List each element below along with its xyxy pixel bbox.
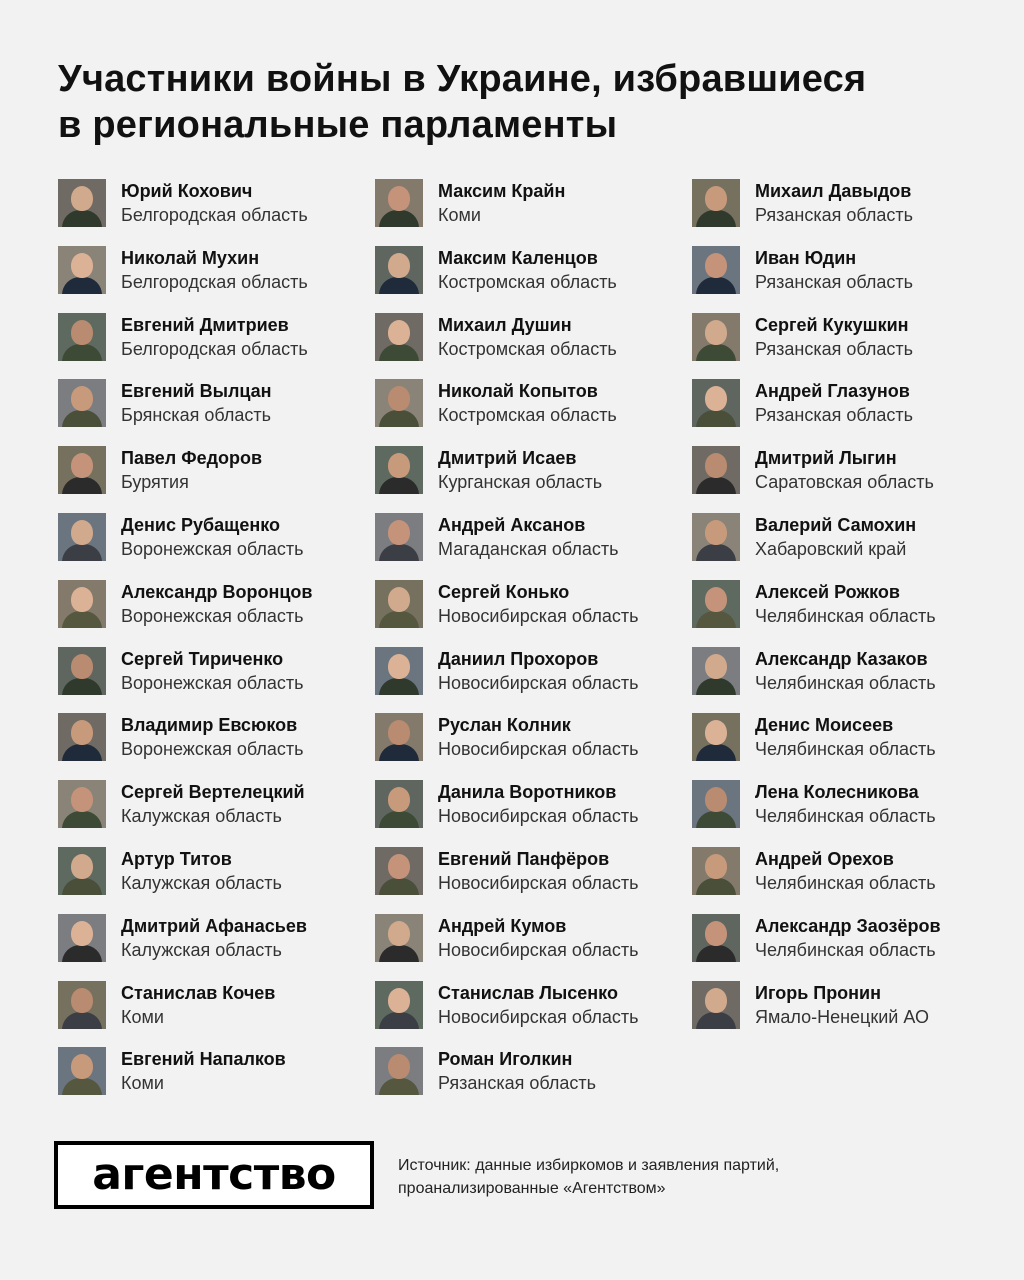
- person-photo: [58, 981, 106, 1029]
- person-photo: [375, 513, 423, 561]
- source-line-2: проанализированные «Агентством»: [398, 1180, 666, 1197]
- person-photo: [58, 580, 106, 628]
- person-item: [375, 312, 692, 362]
- person-region: Воронежская область: [121, 673, 304, 693]
- person-text: [438, 512, 619, 561]
- person-name: Николай Копытов: [438, 381, 598, 401]
- person-region: Новосибирская область: [438, 673, 639, 693]
- person-item: [692, 980, 1009, 1030]
- person-region: Магаданская область: [438, 539, 619, 559]
- person-name: Станислав Лысенко: [438, 983, 618, 1003]
- person-name: Данила Воротников: [438, 782, 617, 802]
- person-name: Андрей Кумов: [438, 916, 567, 936]
- person-region: Калужская область: [121, 873, 282, 893]
- person-text: [755, 646, 936, 695]
- person-text: [121, 1046, 286, 1095]
- person-photo: [692, 513, 740, 561]
- person-item: [58, 646, 375, 696]
- person-photo: [58, 179, 106, 227]
- person-name: Артур Титов: [121, 849, 232, 869]
- person-item: [375, 646, 692, 696]
- person-text: [755, 913, 941, 962]
- person-region: Рязанская область: [438, 1073, 597, 1093]
- person-photo: [692, 847, 740, 895]
- person-photo: [375, 313, 423, 361]
- person-text: [438, 378, 617, 427]
- person-name: Даниил Прохоров: [438, 649, 599, 669]
- person-text: [755, 312, 913, 361]
- person-photo: [375, 246, 423, 294]
- person-photo: [58, 780, 106, 828]
- page-title-line-1: Участники войны в Украине, избравшиеся: [58, 58, 867, 100]
- person-text: [438, 712, 639, 761]
- person-photo: [58, 246, 106, 294]
- person-text: [755, 579, 936, 628]
- person-item: [58, 779, 375, 829]
- person-text: [755, 512, 916, 561]
- person-name: Евгений Напалков: [121, 1049, 286, 1069]
- person-name: Дмитрий Исаев: [438, 448, 577, 468]
- person-text: [121, 779, 305, 828]
- person-text: [755, 178, 913, 227]
- person-item: [58, 913, 375, 963]
- person-name: Станислав Кочев: [121, 983, 276, 1003]
- person-item: [375, 712, 692, 762]
- person-item: [58, 712, 375, 762]
- person-region: Коми: [121, 1073, 164, 1093]
- person-item: [58, 245, 375, 295]
- person-text: [121, 445, 262, 494]
- person-region: Новосибирская область: [438, 606, 639, 626]
- person-region: Саратовская область: [755, 472, 934, 492]
- person-photo: [375, 179, 423, 227]
- person-region: Челябинская область: [755, 873, 936, 893]
- person-region: Челябинская область: [755, 606, 936, 626]
- person-name: Владимир Евсюков: [121, 715, 298, 735]
- person-item: [692, 779, 1009, 829]
- person-text: [438, 245, 617, 294]
- person-photo: [375, 379, 423, 427]
- person-item: [692, 378, 1009, 428]
- person-region: Рязанская область: [755, 339, 914, 359]
- person-item: [692, 512, 1009, 562]
- person-region: Ямало-Ненецкий АО: [755, 1007, 929, 1027]
- person-photo: [58, 379, 106, 427]
- person-region: Костромская область: [438, 405, 617, 425]
- person-text: [755, 245, 913, 294]
- person-text: [438, 913, 639, 962]
- person-name: Сергей Кукушкин: [755, 315, 909, 335]
- person-region: Рязанская область: [755, 272, 914, 292]
- person-photo: [692, 580, 740, 628]
- person-photo: [692, 179, 740, 227]
- person-text: [755, 779, 936, 828]
- person-photo: [375, 780, 423, 828]
- person-region: Воронежская область: [121, 539, 304, 559]
- person-region: Калужская область: [121, 806, 282, 826]
- person-photo: [375, 446, 423, 494]
- person-text: [121, 178, 308, 227]
- person-name: Михаил Душин: [438, 315, 572, 335]
- person-item: [375, 913, 692, 963]
- person-item: [375, 178, 692, 228]
- person-item: [692, 312, 1009, 362]
- person-name: Андрей Аксанов: [438, 515, 586, 535]
- person-text: [121, 512, 304, 561]
- person-name: Максим Крайн: [438, 181, 566, 201]
- person-name: Денис Моисеев: [755, 715, 894, 735]
- person-photo: [692, 981, 740, 1029]
- person-text: [438, 846, 639, 895]
- person-region: Воронежская область: [121, 606, 304, 626]
- person-photo: [375, 713, 423, 761]
- person-name: Андрей Глазунов: [755, 381, 910, 401]
- person-name: Валерий Самохин: [755, 515, 917, 535]
- person-item: [692, 913, 1009, 963]
- person-region: Коми: [121, 1007, 164, 1027]
- person-name: Александр Воронцов: [121, 582, 313, 602]
- person-region: Новосибирская область: [438, 1007, 639, 1027]
- person-region: Костромская область: [438, 339, 617, 359]
- person-item: [58, 312, 375, 362]
- page-title: [58, 56, 998, 148]
- person-photo: [58, 713, 106, 761]
- person-item: [58, 846, 375, 896]
- person-region: Челябинская область: [755, 739, 936, 759]
- person-name: Юрий Кохович: [121, 181, 253, 201]
- person-item: [692, 646, 1009, 696]
- person-region: Рязанская область: [755, 405, 914, 425]
- person-photo: [375, 1047, 423, 1095]
- person-item: [692, 579, 1009, 629]
- person-text: [121, 913, 307, 962]
- person-region: Новосибирская область: [438, 806, 639, 826]
- person-photo: [58, 513, 106, 561]
- person-text: [438, 1046, 596, 1095]
- person-text: [438, 980, 639, 1029]
- person-text: [121, 846, 282, 895]
- person-name: Александр Казаков: [755, 649, 928, 669]
- person-photo: [375, 981, 423, 1029]
- person-item: [692, 846, 1009, 896]
- person-photo: [692, 713, 740, 761]
- person-region: Белгородская область: [121, 339, 308, 359]
- person-photo: [375, 847, 423, 895]
- person-region: Новосибирская область: [438, 940, 639, 960]
- person-name: Павел Федоров: [121, 448, 263, 468]
- person-item: [692, 445, 1009, 495]
- person-name: Сергей Вертелецкий: [121, 782, 305, 802]
- person-text: [438, 646, 639, 695]
- person-item: [58, 980, 375, 1030]
- person-text: [438, 579, 639, 628]
- person-photo: [375, 914, 423, 962]
- person-photo: [692, 313, 740, 361]
- person-name: Лена Колесникова: [755, 782, 919, 802]
- person-photo: [692, 246, 740, 294]
- person-region: Белгородская область: [121, 205, 308, 225]
- person-name: Александр Заозёров: [755, 916, 941, 936]
- person-photo: [58, 313, 106, 361]
- person-name: Денис Рубащенко: [121, 515, 280, 535]
- person-item: [692, 712, 1009, 762]
- person-item: [58, 512, 375, 562]
- person-region: Белгородская область: [121, 272, 308, 292]
- person-text: [438, 445, 602, 494]
- person-region: Костромская область: [438, 272, 617, 292]
- person-name: Евгений Дмитриев: [121, 315, 289, 335]
- person-text: [121, 579, 313, 628]
- logo-text: агентство: [92, 1149, 336, 1200]
- person-name: Сергей Тириченко: [121, 649, 284, 669]
- person-item: [375, 779, 692, 829]
- person-text: [755, 980, 929, 1029]
- person-region: Брянская область: [121, 405, 271, 425]
- person-name: Михаил Давыдов: [755, 181, 912, 201]
- person-region: Челябинская область: [755, 940, 936, 960]
- person-text: [755, 445, 934, 494]
- person-name: Алексей Рожков: [755, 582, 900, 602]
- person-item: [58, 445, 375, 495]
- person-text: [755, 712, 936, 761]
- person-text: [755, 378, 913, 427]
- person-name: Роман Иголкин: [438, 1049, 573, 1069]
- person-text: [121, 378, 272, 427]
- person-name: Евгений Вылцан: [121, 381, 272, 401]
- source-line-1: Источник: данные избиркомов и заявления партий,: [398, 1157, 780, 1174]
- person-item: [375, 846, 692, 896]
- person-text: [121, 245, 308, 294]
- person-text: [438, 178, 565, 227]
- person-region: Хабаровский край: [755, 539, 907, 559]
- person-name: Игорь Пронин: [755, 983, 881, 1003]
- person-text: [438, 779, 639, 828]
- person-name: Руслан Колник: [438, 715, 571, 735]
- person-item: [58, 579, 375, 629]
- person-photo: [58, 446, 106, 494]
- person-text: [755, 846, 936, 895]
- person-photo: [375, 580, 423, 628]
- person-region: Бурятия: [121, 472, 189, 492]
- person-photo: [692, 647, 740, 695]
- person-region: Рязанская область: [755, 205, 914, 225]
- person-item: [375, 512, 692, 562]
- person-item: [375, 245, 692, 295]
- person-photo: [375, 647, 423, 695]
- person-region: Новосибирская область: [438, 873, 639, 893]
- person-region: Челябинская область: [755, 806, 936, 826]
- person-photo: [58, 647, 106, 695]
- person-name: Максим Каленцов: [438, 248, 598, 268]
- person-item: [692, 245, 1009, 295]
- source-note: [398, 1154, 779, 1200]
- person-region: Курганская область: [438, 472, 603, 492]
- person-name: Евгений Панфёров: [438, 849, 610, 869]
- person-name: Иван Юдин: [755, 248, 857, 268]
- person-photo: [692, 914, 740, 962]
- person-item: [375, 378, 692, 428]
- person-text: [121, 980, 275, 1029]
- person-item: [375, 1046, 692, 1096]
- person-item: [692, 178, 1009, 228]
- person-photo: [692, 446, 740, 494]
- person-text: [121, 646, 304, 695]
- person-region: Коми: [438, 205, 481, 225]
- person-photo: [58, 914, 106, 962]
- person-region: Калужская область: [121, 940, 282, 960]
- person-name: Николай Мухин: [121, 248, 260, 268]
- person-region: Челябинская область: [755, 673, 936, 693]
- person-item: [58, 1046, 375, 1096]
- person-name: Сергей Конько: [438, 582, 570, 602]
- person-text: [438, 312, 617, 361]
- person-item: [58, 178, 375, 228]
- person-region: Новосибирская область: [438, 739, 639, 759]
- person-photo: [58, 847, 106, 895]
- person-photo: [58, 1047, 106, 1095]
- page-title-line-2: в региональные парламенты: [58, 104, 618, 146]
- person-item: [375, 579, 692, 629]
- person-name: Дмитрий Лыгин: [755, 448, 897, 468]
- person-name: Дмитрий Афанасьев: [121, 916, 307, 936]
- person-text: [121, 312, 308, 361]
- person-item: [375, 445, 692, 495]
- person-region: Воронежская область: [121, 739, 304, 759]
- person-item: [58, 378, 375, 428]
- person-text: [121, 712, 304, 761]
- agentstvo-logo: [54, 1141, 374, 1209]
- person-name: Андрей Орехов: [755, 849, 894, 869]
- person-photo: [692, 379, 740, 427]
- person-photo: [692, 780, 740, 828]
- person-item: [375, 980, 692, 1030]
